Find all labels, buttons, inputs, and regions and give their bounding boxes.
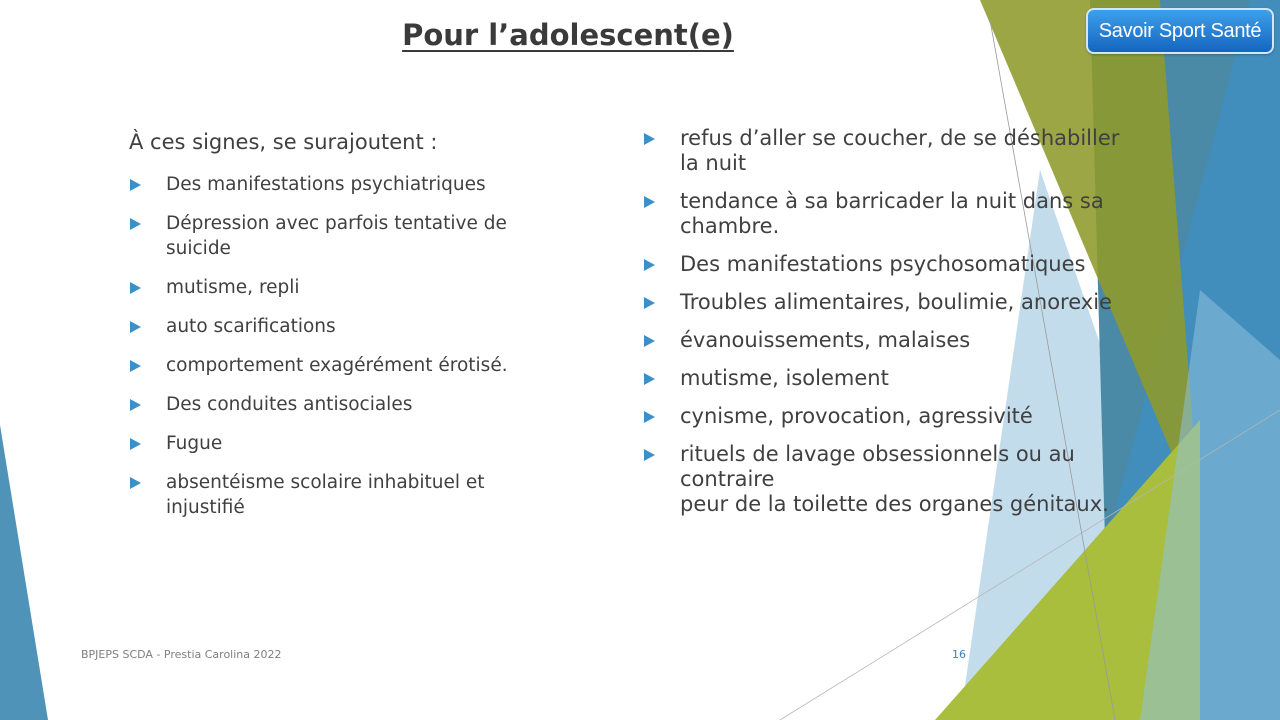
bullet-arrow-icon (130, 477, 141, 489)
slide-title: Pour l’adolescent(e) (402, 18, 734, 52)
list-item: Des conduites antisociales (130, 392, 550, 417)
left-bullet-list (130, 172, 550, 534)
bullet-arrow-icon (644, 133, 655, 145)
bullet-arrow-icon (130, 218, 141, 230)
list-item-line-1: rituels de lavage obsessionnels ou au contraire (680, 442, 1075, 491)
bullet-arrow-icon (644, 411, 655, 423)
page-number: 16 (952, 648, 966, 661)
list-item: mutisme, repli (130, 275, 550, 300)
bullet-arrow-icon (130, 321, 141, 333)
footer-text: BPJEPS SCDA - Prestia Carolina 2022 (81, 648, 282, 661)
bullet-arrow-icon (644, 373, 655, 385)
intro-text: À ces signes, se surajoutent : (129, 130, 438, 154)
bullet-arrow-icon (644, 335, 655, 347)
list-item: évanouissements, malaises (644, 328, 1134, 353)
list-item: absentéisme scolaire inhabituel et injustifié (130, 470, 550, 520)
bullet-arrow-icon (644, 196, 655, 208)
list-item: Troubles alimentaires, boulimie, anorexie (644, 290, 1134, 315)
bullet-arrow-icon (644, 259, 655, 271)
list-item: Des manifestations psychosomatiques (644, 252, 1134, 277)
list-item: mutisme, isolement (644, 366, 1134, 391)
list-item: Dépression avec parfois tentative de suicide (130, 211, 550, 261)
list-item: refus d’aller se coucher, de se déshabiller la nuit (644, 126, 1134, 176)
list-item-line-2: peur de la toilette des organes génitaux. (680, 492, 1109, 516)
left-blue-shape (0, 425, 48, 720)
bullet-arrow-icon (644, 449, 655, 461)
savoir-sport-sante-logo: Savoir Sport Santé (1086, 8, 1274, 54)
list-item: Des manifestations psychiatriques (130, 172, 550, 197)
bullet-arrow-icon (130, 399, 141, 411)
list-item: auto scarifications (130, 314, 550, 339)
list-item: tendance à sa barricader la nuit dans sa chambre. (644, 189, 1134, 239)
list-item (644, 442, 1134, 517)
bullet-arrow-icon (130, 438, 141, 450)
right-bullet-list (644, 126, 1134, 530)
bullet-arrow-icon (130, 179, 141, 191)
list-item: comportement exagérément érotisé. (130, 353, 550, 378)
list-item: cynisme, provocation, agressivité (644, 404, 1134, 429)
list-item: Fugue (130, 431, 550, 456)
bullet-arrow-icon (644, 297, 655, 309)
bullet-arrow-icon (130, 360, 141, 372)
bullet-arrow-icon (130, 282, 141, 294)
